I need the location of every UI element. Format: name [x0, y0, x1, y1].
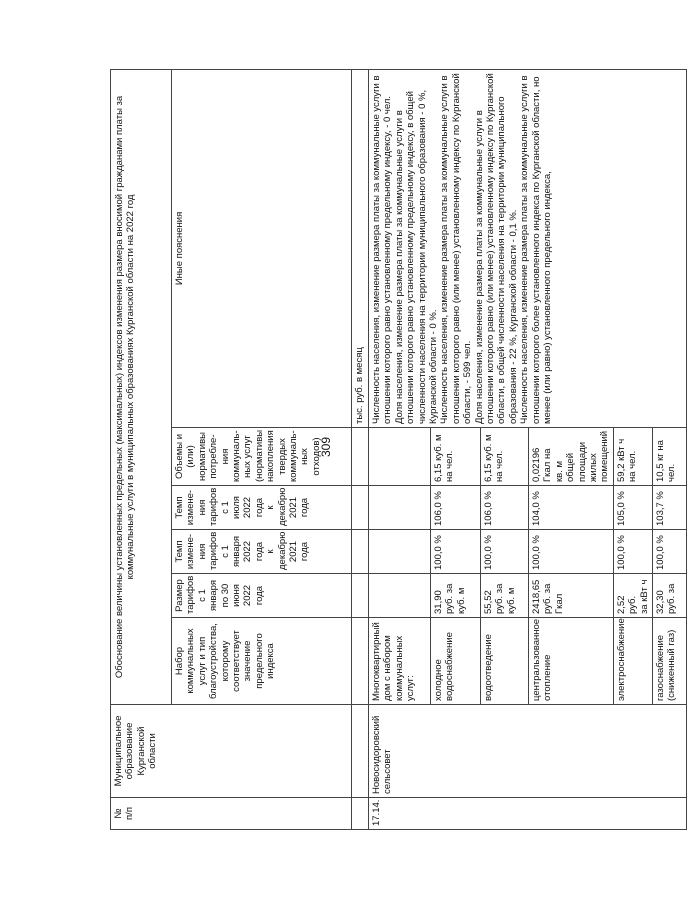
building-type: Многоквартирный дом с набором коммунальных услуг: [369, 618, 431, 705]
tariff-value: 32,30 руб. за [653, 574, 687, 618]
header-rate-jan: Темп измене- ния тарифов с 1 января 2022 года к декабрю 2021 года [172, 530, 352, 574]
tariff-value: 2418,65 руб. за Гкал [529, 574, 614, 618]
tariff-value: 55,52 руб. за куб. м [481, 574, 529, 618]
tariff-value: 31,90 руб. за куб. м [431, 574, 481, 618]
empty-cell [369, 530, 431, 574]
volume-value: 10,5 кг на чел. [653, 428, 687, 486]
tariff-value: 2,52 руб. за кВт ч [613, 574, 652, 618]
rate-jan-value: 100,0 % [653, 530, 687, 574]
header-rate-jul: Темп измене- ния тарифов с 1 июля 2022 года к декабрю 2021 года [172, 486, 352, 530]
volume-value: 6,15 куб. м на чел. [481, 428, 529, 486]
rate-jul-value: 103,7 % [653, 486, 687, 530]
units-cell-empty [352, 798, 369, 830]
units-cell-empty [352, 428, 369, 486]
page-number: 309 [319, 436, 333, 458]
header-service: Набор коммунальных услуг и тип благоустройства, которому соответствует значение предельного индекса [172, 618, 352, 705]
tariff-table [110, 69, 687, 830]
header-municipality: Муниципальное образование Курганской области [111, 705, 352, 798]
units-cell-empty [352, 574, 369, 618]
units-cell-empty [352, 530, 369, 574]
rate-jan-value: 100,0 % [529, 530, 614, 574]
units-cell-empty [352, 486, 369, 530]
units-cell-empty [352, 618, 369, 705]
municipality-name: Новосидоровский сельсовет [369, 705, 687, 798]
rate-jan-value: 100,0 % [481, 530, 529, 574]
rotated-table-wrapper [110, 70, 678, 830]
header-tariff: Размер тарифов с 1 января по 30 июня 2022 года [172, 574, 352, 618]
empty-cell [369, 428, 431, 486]
rate-jul-value: 106,0 % [481, 486, 529, 530]
rate-jan-value: 100,0 % [613, 530, 652, 574]
rate-jan-value: 100,0 % [431, 530, 481, 574]
row-number: 17.14. [369, 798, 687, 830]
units-label: тыс. руб. в месяц [352, 69, 369, 427]
volume-value: 6,15 куб. м на чел. [431, 428, 481, 486]
rate-jul-value: 106,0 % [431, 486, 481, 530]
header-notes: Иные пояснения [172, 69, 352, 427]
header-volume: Объемы и (или) нормативы потребле- ния коммуналь- ных услуг (нормативы накопления твердых коммуналь- ных отходов) [172, 428, 352, 486]
service-name: холодное водоснабжение [431, 618, 481, 705]
empty-cell [369, 486, 431, 530]
rate-jul-value: 104,0 % [529, 486, 614, 530]
service-name: центральзованное отопление [529, 618, 614, 705]
table-title: Обоснование величины установленных предельных (максимальных) индексов изменения размера вносимой гражданами платы за коммунальные услуги в муниципальных образованиях Курганской области на 2022 год [111, 69, 172, 704]
service-name: электроснабжение [613, 618, 652, 705]
service-name: газоснабжение (сниженный газ) [653, 618, 687, 705]
volume-value: 59,2 кВт ч на чел. [613, 428, 652, 486]
service-name: водоотведение [481, 618, 529, 705]
empty-cell [369, 574, 431, 618]
header-num: № п/п [111, 798, 352, 830]
rate-jul-value: 105,0 % [613, 486, 652, 530]
notes-text: Численность населения, изменение размера платы за коммунальные услуги в отношении которого равно установленному предельному индексу, - 0 чел. Доля населения, изменение размера платы за коммунальные услуги в отношении которого равно установленному предельному индексу, в общей численности населения на территории муниципального образования - 0 %, Курганской области - 0 %. Численность населения, изменение размера платы за коммунальные услуги в отношении которого равно (или менее) установленному индексу по Курганской области, - 599 чел. Доля населения, изменение размера платы за коммунальные услуги в отношении которого равно (или менее) установленному индексу по Курганской области, в общей численности населения на территории муниципального образования - 22 %, Курганской области - 0,1 %. Численность населения, изменение размера платы за коммунальные услуги в отношении которого более установленного индекса по Курганской области, но менее (или равно) установленного предельного индекса, [369, 69, 687, 427]
units-cell-empty [352, 705, 369, 798]
volume-value: 0,02196 Гкал на кв. м общей площади жилых помещений [529, 428, 614, 486]
